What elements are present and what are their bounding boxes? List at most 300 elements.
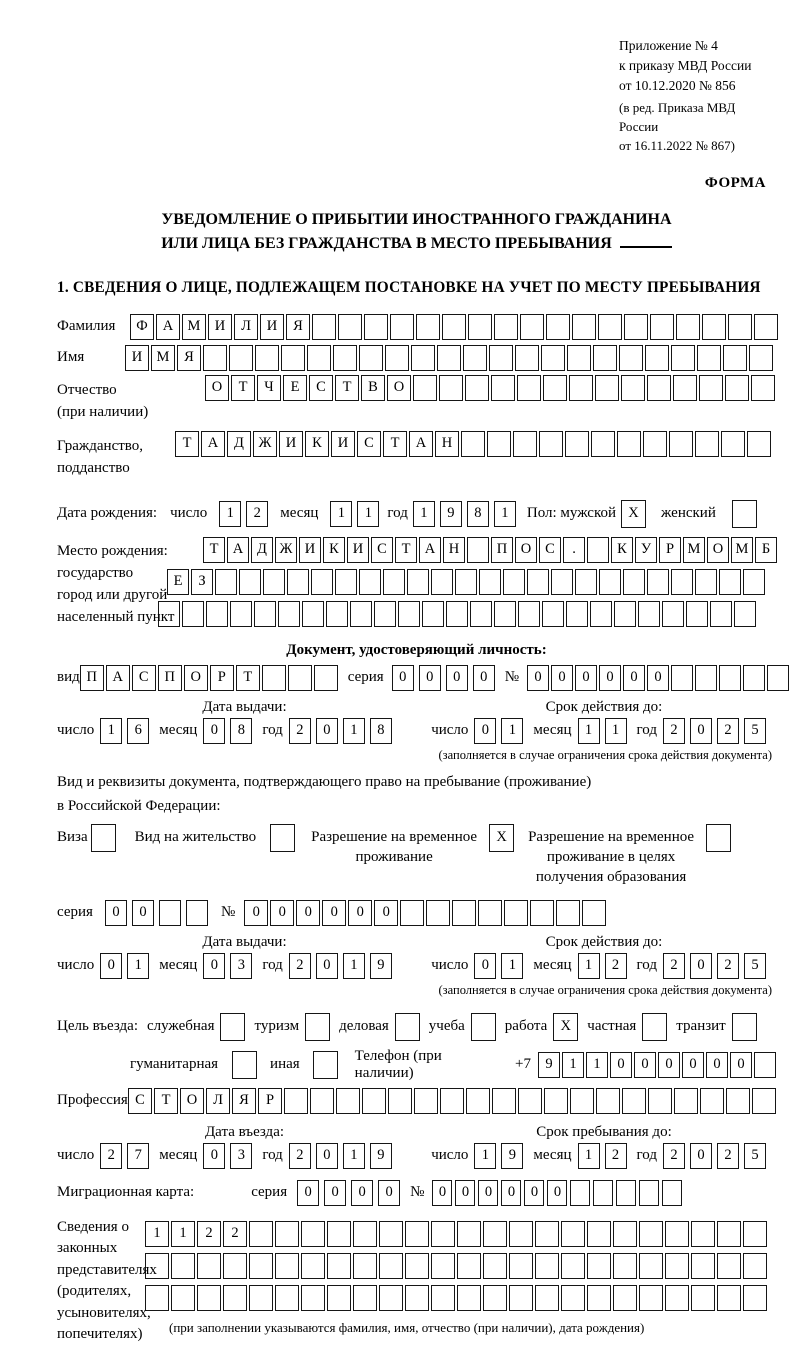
char-cell[interactable]	[411, 345, 435, 371]
char-cell[interactable]	[665, 1253, 689, 1279]
char-cell[interactable]: 0	[647, 665, 669, 691]
char-cell[interactable]: 1	[127, 953, 149, 979]
char-cell[interactable]	[262, 665, 286, 691]
char-cell[interactable]: Т	[203, 537, 225, 563]
char-cell[interactable]	[275, 1285, 299, 1311]
char-cell[interactable]	[728, 314, 752, 340]
char-cell[interactable]	[535, 1285, 559, 1311]
char-cell[interactable]	[359, 569, 381, 595]
char-cell[interactable]	[407, 569, 429, 595]
checkbox-cell[interactable]: X	[621, 500, 646, 528]
char-cell[interactable]	[431, 1221, 455, 1247]
char-cell[interactable]	[582, 900, 606, 926]
char-cell[interactable]	[249, 1221, 273, 1247]
char-cell[interactable]: 9	[538, 1052, 560, 1078]
char-cell[interactable]	[465, 375, 489, 401]
char-cell[interactable]: Т	[175, 431, 199, 457]
char-cell[interactable]: 2	[663, 718, 685, 744]
char-cell[interactable]: 8	[230, 718, 252, 744]
char-cell[interactable]	[535, 1221, 559, 1247]
char-cell[interactable]	[623, 569, 645, 595]
char-cell[interactable]: 0	[446, 665, 468, 691]
checkbox-cell[interactable]	[91, 824, 116, 852]
checkbox-cell[interactable]: X	[553, 1013, 578, 1041]
char-cell[interactable]	[336, 1088, 360, 1114]
char-cell[interactable]	[431, 1253, 455, 1279]
char-cell[interactable]	[613, 1253, 637, 1279]
char-cell[interactable]	[587, 537, 609, 563]
char-cell[interactable]: 1	[586, 1052, 608, 1078]
char-cell[interactable]	[422, 601, 444, 627]
char-cell[interactable]: 2	[717, 718, 739, 744]
char-cell[interactable]	[743, 1221, 767, 1247]
char-cell[interactable]	[492, 1088, 516, 1114]
char-cell[interactable]	[302, 601, 324, 627]
char-cell[interactable]: Е	[167, 569, 189, 595]
char-cell[interactable]: И	[208, 314, 232, 340]
char-cell[interactable]	[461, 431, 485, 457]
char-cell[interactable]	[203, 345, 227, 371]
char-cell[interactable]	[647, 375, 671, 401]
char-cell[interactable]	[697, 345, 721, 371]
char-cell[interactable]: 0	[658, 1052, 680, 1078]
char-cell[interactable]	[527, 569, 549, 595]
char-cell[interactable]	[413, 375, 437, 401]
char-cell[interactable]: 1	[219, 501, 241, 527]
char-cell[interactable]	[752, 1088, 776, 1114]
char-cell[interactable]: 1	[501, 953, 523, 979]
char-cell[interactable]: 0	[575, 665, 597, 691]
char-cell[interactable]	[400, 900, 424, 926]
char-cell[interactable]: 6	[127, 718, 149, 744]
char-cell[interactable]: 2	[717, 1143, 739, 1169]
char-cell[interactable]	[648, 1088, 672, 1114]
char-cell[interactable]	[717, 1253, 741, 1279]
char-cell[interactable]	[671, 569, 693, 595]
char-cell[interactable]: 0	[455, 1180, 475, 1206]
char-cell[interactable]: Р	[210, 665, 234, 691]
char-cell[interactable]	[639, 1180, 659, 1206]
char-cell[interactable]: 2	[605, 953, 627, 979]
char-cell[interactable]: М	[151, 345, 175, 371]
char-cell[interactable]	[426, 900, 450, 926]
char-cell[interactable]	[431, 1285, 455, 1311]
char-cell[interactable]: С	[128, 1088, 152, 1114]
char-cell[interactable]: Т	[236, 665, 260, 691]
char-cell[interactable]	[686, 601, 708, 627]
char-cell[interactable]	[504, 900, 528, 926]
char-cell[interactable]: 9	[440, 501, 462, 527]
char-cell[interactable]	[590, 601, 612, 627]
char-cell[interactable]	[569, 375, 593, 401]
checkbox-cell[interactable]	[706, 824, 731, 852]
char-cell[interactable]: 2	[197, 1221, 221, 1247]
char-cell[interactable]	[431, 569, 453, 595]
char-cell[interactable]	[674, 1088, 698, 1114]
char-cell[interactable]	[747, 431, 771, 457]
char-cell[interactable]	[518, 601, 540, 627]
char-cell[interactable]: Е	[283, 375, 307, 401]
char-cell[interactable]	[310, 1088, 334, 1114]
char-cell[interactable]: 0	[203, 718, 225, 744]
char-cell[interactable]	[587, 1285, 611, 1311]
char-cell[interactable]	[645, 345, 669, 371]
char-cell[interactable]: 1	[145, 1221, 169, 1247]
char-cell[interactable]	[614, 601, 636, 627]
char-cell[interactable]	[647, 569, 669, 595]
checkbox-cell[interactable]	[232, 1051, 257, 1079]
char-cell[interactable]	[470, 601, 492, 627]
char-cell[interactable]	[541, 345, 565, 371]
char-cell[interactable]	[544, 1088, 568, 1114]
char-cell[interactable]	[695, 431, 719, 457]
char-cell[interactable]: 0	[419, 665, 441, 691]
char-cell[interactable]: 8	[467, 501, 489, 527]
char-cell[interactable]: 0	[473, 665, 495, 691]
char-cell[interactable]	[561, 1221, 585, 1247]
char-cell[interactable]	[695, 569, 717, 595]
char-cell[interactable]	[561, 1253, 585, 1279]
char-cell[interactable]: 1	[474, 1143, 496, 1169]
char-cell[interactable]	[702, 314, 726, 340]
char-cell[interactable]	[301, 1285, 325, 1311]
char-cell[interactable]: У	[635, 537, 657, 563]
char-cell[interactable]	[327, 1253, 351, 1279]
char-cell[interactable]	[520, 314, 544, 340]
char-cell[interactable]: А	[106, 665, 130, 691]
char-cell[interactable]: И	[125, 345, 149, 371]
char-cell[interactable]: 1	[171, 1221, 195, 1247]
char-cell[interactable]: А	[201, 431, 225, 457]
char-cell[interactable]	[326, 601, 348, 627]
char-cell[interactable]: Н	[443, 537, 465, 563]
char-cell[interactable]	[491, 375, 515, 401]
char-cell[interactable]	[665, 1285, 689, 1311]
char-cell[interactable]	[159, 900, 181, 926]
char-cell[interactable]: 5	[744, 718, 766, 744]
char-cell[interactable]: 1	[343, 718, 365, 744]
char-cell[interactable]: В	[361, 375, 385, 401]
char-cell[interactable]: Т	[154, 1088, 178, 1114]
char-cell[interactable]	[515, 345, 539, 371]
char-cell[interactable]: М	[182, 314, 206, 340]
char-cell[interactable]: Ж	[275, 537, 297, 563]
char-cell[interactable]: Ж	[253, 431, 277, 457]
char-cell[interactable]: .	[563, 537, 585, 563]
char-cell[interactable]	[749, 345, 773, 371]
char-cell[interactable]	[311, 569, 333, 595]
char-cell[interactable]: 9	[501, 1143, 523, 1169]
char-cell[interactable]	[398, 601, 420, 627]
char-cell[interactable]: А	[156, 314, 180, 340]
char-cell[interactable]	[622, 1088, 646, 1114]
char-cell[interactable]: 0	[599, 665, 621, 691]
checkbox-cell[interactable]	[220, 1013, 245, 1041]
char-cell[interactable]: 0	[203, 1143, 225, 1169]
char-cell[interactable]: 5	[744, 953, 766, 979]
char-cell[interactable]	[767, 665, 789, 691]
char-cell[interactable]: 0	[690, 953, 712, 979]
char-cell[interactable]	[669, 431, 693, 457]
char-cell[interactable]: 0	[682, 1052, 704, 1078]
char-cell[interactable]: И	[347, 537, 369, 563]
char-cell[interactable]	[556, 900, 580, 926]
char-cell[interactable]: Т	[231, 375, 255, 401]
char-cell[interactable]: 2	[289, 718, 311, 744]
char-cell[interactable]	[255, 345, 279, 371]
char-cell[interactable]: 0	[547, 1180, 567, 1206]
char-cell[interactable]: 0	[351, 1180, 373, 1206]
char-cell[interactable]: 0	[322, 900, 346, 926]
char-cell[interactable]: 0	[474, 953, 496, 979]
char-cell[interactable]	[364, 314, 388, 340]
char-cell[interactable]: Р	[659, 537, 681, 563]
char-cell[interactable]	[414, 1088, 438, 1114]
char-cell[interactable]	[223, 1285, 247, 1311]
char-cell[interactable]: 2	[223, 1221, 247, 1247]
char-cell[interactable]: 0	[244, 900, 268, 926]
char-cell[interactable]: Т	[383, 431, 407, 457]
char-cell[interactable]: 0	[297, 1180, 319, 1206]
char-cell[interactable]: 0	[348, 900, 372, 926]
char-cell[interactable]: 1	[501, 718, 523, 744]
char-cell[interactable]	[695, 665, 717, 691]
char-cell[interactable]	[379, 1253, 403, 1279]
char-cell[interactable]: 1	[578, 953, 600, 979]
char-cell[interactable]	[312, 314, 336, 340]
char-cell[interactable]	[710, 601, 732, 627]
char-cell[interactable]	[593, 1180, 613, 1206]
char-cell[interactable]: 1	[562, 1052, 584, 1078]
char-cell[interactable]: 0	[316, 953, 338, 979]
char-cell[interactable]: 1	[578, 1143, 600, 1169]
char-cell[interactable]	[743, 1253, 767, 1279]
char-cell[interactable]: 0	[316, 1143, 338, 1169]
char-cell[interactable]: Т	[395, 537, 417, 563]
char-cell[interactable]	[503, 569, 525, 595]
char-cell[interactable]: Л	[234, 314, 258, 340]
char-cell[interactable]	[457, 1253, 481, 1279]
char-cell[interactable]	[284, 1088, 308, 1114]
char-cell[interactable]: Ф	[130, 314, 154, 340]
char-cell[interactable]	[494, 314, 518, 340]
char-cell[interactable]: 1	[330, 501, 352, 527]
char-cell[interactable]	[596, 1088, 620, 1114]
char-cell[interactable]	[483, 1253, 507, 1279]
char-cell[interactable]	[542, 601, 564, 627]
char-cell[interactable]: А	[409, 431, 433, 457]
char-cell[interactable]: 0	[690, 1143, 712, 1169]
char-cell[interactable]	[489, 345, 513, 371]
char-cell[interactable]: 3	[230, 953, 252, 979]
char-cell[interactable]: 0	[690, 718, 712, 744]
char-cell[interactable]: З	[191, 569, 213, 595]
char-cell[interactable]: 1	[100, 718, 122, 744]
char-cell[interactable]: К	[323, 537, 345, 563]
char-cell[interactable]	[206, 601, 228, 627]
char-cell[interactable]: С	[357, 431, 381, 457]
char-cell[interactable]: Р	[258, 1088, 282, 1114]
char-cell[interactable]: 0	[374, 900, 398, 926]
char-cell[interactable]	[518, 1088, 542, 1114]
char-cell[interactable]	[281, 345, 305, 371]
char-cell[interactable]	[734, 601, 756, 627]
checkbox-cell[interactable]	[732, 500, 757, 528]
char-cell[interactable]	[353, 1221, 377, 1247]
char-cell[interactable]	[721, 431, 745, 457]
char-cell[interactable]	[439, 375, 463, 401]
char-cell[interactable]	[275, 1221, 299, 1247]
char-cell[interactable]: 0	[706, 1052, 728, 1078]
checkbox-cell[interactable]	[313, 1051, 338, 1079]
char-cell[interactable]	[466, 1088, 490, 1114]
char-cell[interactable]: 9	[370, 953, 392, 979]
char-cell[interactable]: 1	[578, 718, 600, 744]
char-cell[interactable]	[457, 1285, 481, 1311]
char-cell[interactable]	[726, 1088, 750, 1114]
char-cell[interactable]	[327, 1221, 351, 1247]
char-cell[interactable]	[437, 345, 461, 371]
char-cell[interactable]	[565, 431, 589, 457]
char-cell[interactable]	[467, 537, 489, 563]
char-cell[interactable]	[383, 569, 405, 595]
char-cell[interactable]	[509, 1221, 533, 1247]
char-cell[interactable]: 0	[524, 1180, 544, 1206]
char-cell[interactable]: 0	[623, 665, 645, 691]
char-cell[interactable]	[595, 375, 619, 401]
char-cell[interactable]	[275, 1253, 299, 1279]
char-cell[interactable]	[457, 1221, 481, 1247]
char-cell[interactable]	[624, 314, 648, 340]
char-cell[interactable]	[700, 1088, 724, 1114]
char-cell[interactable]	[566, 601, 588, 627]
char-cell[interactable]	[338, 314, 362, 340]
char-cell[interactable]: И	[299, 537, 321, 563]
char-cell[interactable]: К	[305, 431, 329, 457]
char-cell[interactable]	[353, 1285, 377, 1311]
char-cell[interactable]	[619, 345, 643, 371]
char-cell[interactable]	[662, 601, 684, 627]
char-cell[interactable]	[717, 1221, 741, 1247]
char-cell[interactable]: 2	[605, 1143, 627, 1169]
char-cell[interactable]	[717, 1285, 741, 1311]
char-cell[interactable]	[385, 345, 409, 371]
char-cell[interactable]	[530, 900, 554, 926]
char-cell[interactable]	[613, 1285, 637, 1311]
char-cell[interactable]	[335, 569, 357, 595]
char-cell[interactable]: 9	[370, 1143, 392, 1169]
char-cell[interactable]	[643, 431, 667, 457]
char-cell[interactable]: 0	[392, 665, 414, 691]
char-cell[interactable]	[671, 345, 695, 371]
char-cell[interactable]	[350, 601, 372, 627]
char-cell[interactable]: 8	[370, 718, 392, 744]
checkbox-cell[interactable]	[305, 1013, 330, 1041]
char-cell[interactable]	[599, 569, 621, 595]
char-cell[interactable]	[639, 1285, 663, 1311]
char-cell[interactable]	[691, 1253, 715, 1279]
char-cell[interactable]	[591, 431, 615, 457]
char-cell[interactable]	[551, 569, 573, 595]
char-cell[interactable]	[229, 345, 253, 371]
char-cell[interactable]: 3	[230, 1143, 252, 1169]
char-cell[interactable]: И	[279, 431, 303, 457]
char-cell[interactable]	[616, 1180, 636, 1206]
char-cell[interactable]	[638, 601, 660, 627]
char-cell[interactable]	[483, 1221, 507, 1247]
char-cell[interactable]	[379, 1221, 403, 1247]
checkbox-cell[interactable]	[395, 1013, 420, 1041]
char-cell[interactable]	[543, 375, 567, 401]
char-cell[interactable]	[719, 569, 741, 595]
char-cell[interactable]: С	[132, 665, 156, 691]
char-cell[interactable]: 2	[663, 953, 685, 979]
char-cell[interactable]	[287, 569, 309, 595]
char-cell[interactable]	[513, 431, 537, 457]
char-cell[interactable]: 0	[203, 953, 225, 979]
char-cell[interactable]: П	[80, 665, 104, 691]
char-cell[interactable]	[307, 345, 331, 371]
char-cell[interactable]	[561, 1285, 585, 1311]
char-cell[interactable]	[440, 1088, 464, 1114]
checkbox-cell[interactable]	[270, 824, 295, 852]
char-cell[interactable]	[575, 569, 597, 595]
char-cell[interactable]: Д	[251, 537, 273, 563]
char-cell[interactable]	[374, 601, 396, 627]
char-cell[interactable]: 0	[105, 900, 127, 926]
char-cell[interactable]	[539, 431, 563, 457]
char-cell[interactable]	[288, 665, 312, 691]
char-cell[interactable]: С	[309, 375, 333, 401]
char-cell[interactable]	[723, 345, 747, 371]
char-cell[interactable]	[487, 431, 511, 457]
char-cell[interactable]	[751, 375, 775, 401]
char-cell[interactable]	[725, 375, 749, 401]
char-cell[interactable]: 0	[270, 900, 294, 926]
char-cell[interactable]: Д	[227, 431, 251, 457]
char-cell[interactable]	[263, 569, 285, 595]
char-cell[interactable]: 0	[478, 1180, 498, 1206]
char-cell[interactable]: 1	[605, 718, 627, 744]
char-cell[interactable]	[743, 1285, 767, 1311]
char-cell[interactable]: 2	[717, 953, 739, 979]
char-cell[interactable]: 1	[343, 1143, 365, 1169]
char-cell[interactable]: О	[180, 1088, 204, 1114]
char-cell[interactable]	[509, 1253, 533, 1279]
char-cell[interactable]	[333, 345, 357, 371]
char-cell[interactable]: П	[158, 665, 182, 691]
char-cell[interactable]	[230, 601, 252, 627]
char-cell[interactable]	[621, 375, 645, 401]
char-cell[interactable]: 2	[100, 1143, 122, 1169]
char-cell[interactable]: 0	[501, 1180, 521, 1206]
char-cell[interactable]	[186, 900, 208, 926]
char-cell[interactable]: 0	[378, 1180, 400, 1206]
char-cell[interactable]	[567, 345, 591, 371]
char-cell[interactable]: М	[683, 537, 705, 563]
checkbox-cell[interactable]	[642, 1013, 667, 1041]
char-cell[interactable]	[416, 314, 440, 340]
char-cell[interactable]	[359, 345, 383, 371]
char-cell[interactable]	[743, 665, 765, 691]
char-cell[interactable]: 5	[744, 1143, 766, 1169]
char-cell[interactable]: Н	[435, 431, 459, 457]
char-cell[interactable]	[362, 1088, 386, 1114]
char-cell[interactable]	[249, 1253, 273, 1279]
char-cell[interactable]	[639, 1221, 663, 1247]
char-cell[interactable]: 1	[494, 501, 516, 527]
char-cell[interactable]: Б	[755, 537, 777, 563]
